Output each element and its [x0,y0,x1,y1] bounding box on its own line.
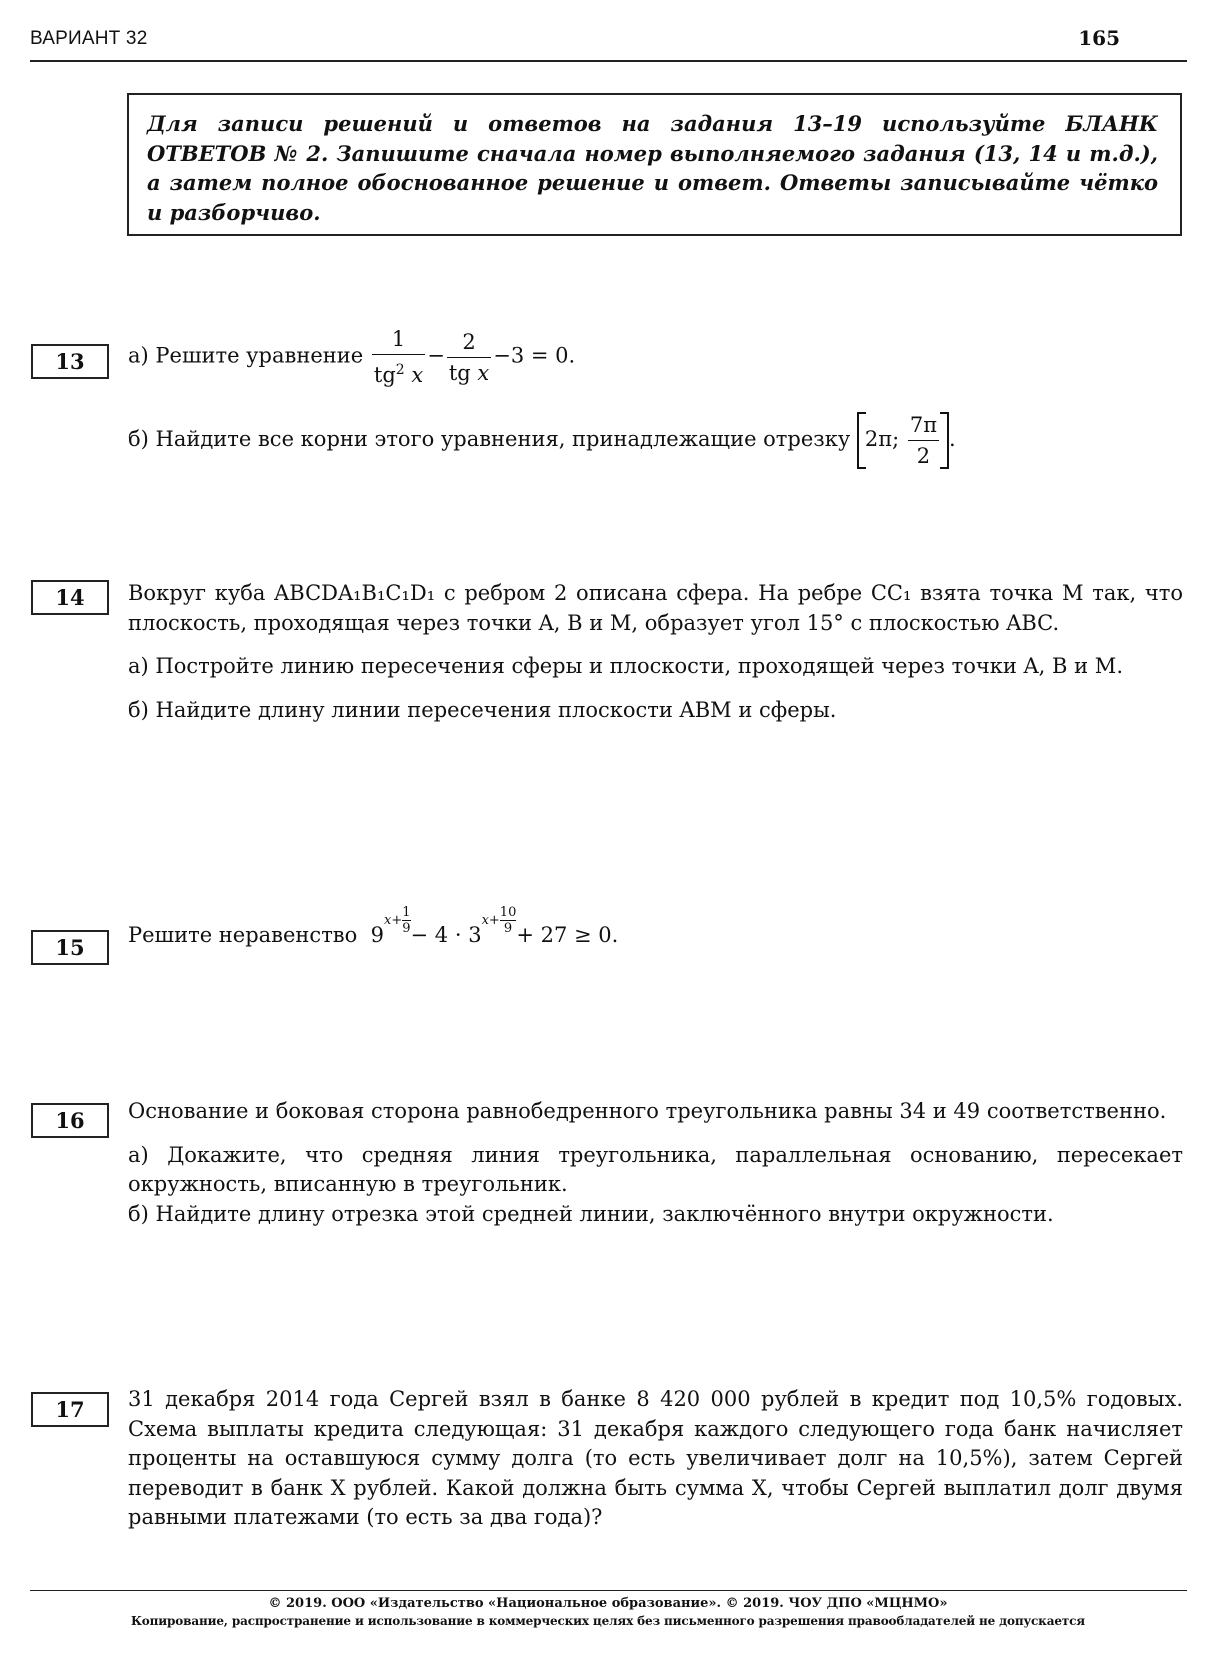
task-16-number: 16 [31,1103,109,1138]
middle-term: − 4 · 3 [410,923,482,947]
task-17-condition: 31 декабря 2014 года Сергей взял в банке 8 420 000 рублей в кредит под 10,5% годовых. Схема выплаты кредита следующая: 31 декабря каждого следующего года банк начисляет проценты на оставшуюся сумму долга (то есть увеличивает долг на 10,5%), затем Сергей переводит в банк X рублей. Какой должна быть сумма X, чтобы Сергей выплатил долг двумя равными платежами (то есть за два года)? [128,1387,1183,1529]
task-13-equation-tail: −3 = 0. [493,343,576,368]
footer-notice: Копирование, распространение и использование в коммерческих целях без письменного разрешения правообладателей не допускается [131,1614,1085,1628]
task-17-number: 17 [31,1392,109,1427]
interval-left: 2π; [864,427,900,451]
task-13-fraction-2 [447,329,491,386]
task-13-fraction-1 [372,326,425,388]
interval-right-denominator: 2 [916,444,931,468]
task-13-number: 13 [31,344,109,379]
tg-function: tg [373,363,396,387]
minus-sign: − [427,343,445,368]
exponent-2-den: 9 [503,921,513,936]
exponent-1-var: x+ [384,913,403,928]
exponent-2-var: x+ [481,913,500,928]
task-13-part-b [128,412,956,469]
fraction-2-denominator [447,358,491,386]
interval-right-numerator: 7π [908,412,939,441]
exponent-2 [482,905,517,936]
task-13-part-a [128,326,575,388]
page-number: 165 [1078,26,1120,50]
footer-copyright: © 2019. ООО «Издательство «Национальное образование». © 2019. ЧОУ ДПО «МЦНМО» [268,1596,948,1611]
task-14-text [128,579,1183,725]
exponent: 2 [395,362,405,378]
task-15-tail: + 27 ≥ 0. [516,923,619,947]
tg-function: tg [448,360,471,385]
base-9: 9 [370,923,385,947]
task-14-part-a: а) Постройте линию пересечения сферы и плоскости, проходящей через точки A, B и M. [128,654,1123,678]
task-16-part-a: а) Докажите, что средняя линия треугольника, параллельная основанию, пересекает окружность, вписанную в треугольник. [128,1142,1183,1196]
interval-bracket [857,412,949,469]
task-13-a-label: а) Решите уравнение [128,343,364,368]
variable-x: x [411,363,424,387]
task-13-b-end: . [949,427,956,451]
variant-title: ВАРИАНТ 32 [30,28,148,49]
variable-x: x [477,360,490,385]
exponent-1-num: 1 [402,905,411,920]
task-13-b-label: б) Найдите все корни этого уравнения, принадлежащие отрезку [128,427,851,451]
exponent-1 [384,905,411,936]
task-16-part-b: б) Найдите длину отрезка этой средней линии, заключённого внутри окружности. [128,1201,1054,1226]
exponent-1-den: 9 [402,921,411,936]
fraction-2-numerator: 2 [447,329,491,358]
task-14-condition: Вокруг куба ABCDA₁B₁C₁D₁ с ребром 2 описана сфера. На ребре CC₁ взята точка M так, что плоскость, проходящая через точки A, B и M, образует угол 15° с плоскостью ABC. [128,581,1183,635]
task-15-inequality [128,905,618,947]
task-16-condition: Основание и боковая сторона равнобедренного треугольника равны 34 и 49 соответственно. [128,1099,1167,1123]
task-14-number: 14 [31,580,109,615]
header-rule [30,60,1187,62]
footer-rule [30,1590,1187,1591]
interval-right-fraction [908,412,939,469]
fraction-1-denominator [372,355,425,388]
task-15-label: Решите неравенство [128,923,358,947]
task-16-text [128,1097,1183,1229]
exponent-2-num: 10 [499,905,517,920]
task-17-text [128,1385,1183,1533]
instructions-box: Для записи решений и ответов на задания 13–19 используйте БЛАНК ОТВЕТОВ № 2. Запишите сначала номер выполняемого задания (13, 14 и т.д.), а затем полное обоснованное решение и ответ. Ответы записывайте чётко и разборчиво. [127,93,1182,236]
task-15-number: 15 [31,930,109,965]
task-14-part-b: б) Найдите длину линии пересечения плоскости ABM и сферы. [128,697,837,722]
fraction-1-numerator: 1 [372,326,425,355]
